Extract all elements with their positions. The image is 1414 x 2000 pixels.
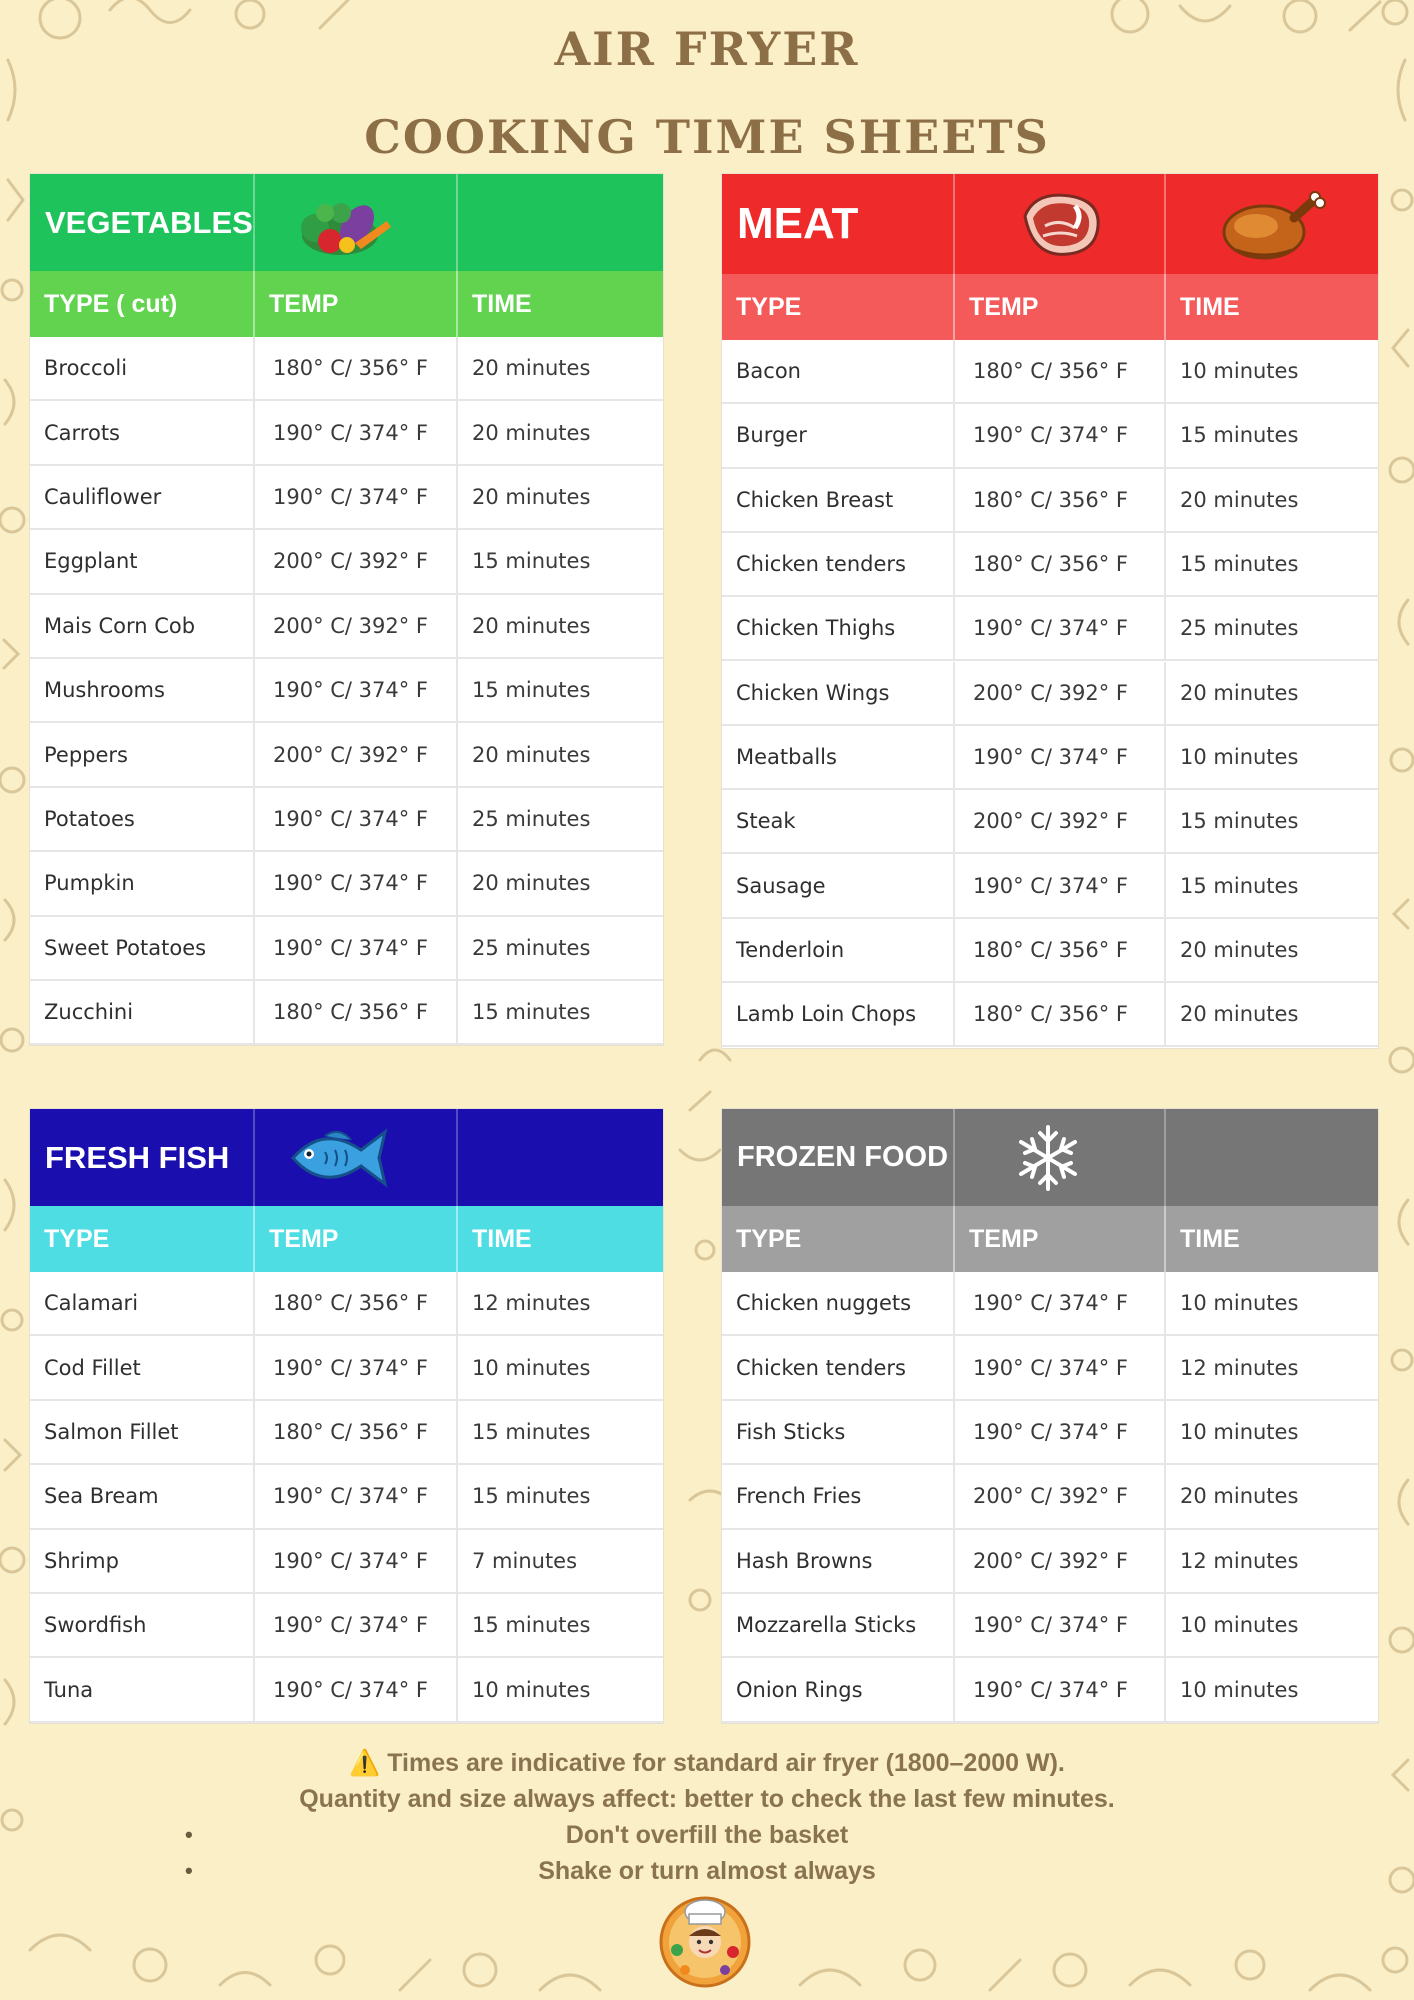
cell-temp: 180° C/ 356° F	[955, 983, 1166, 1047]
cell-time: 10 minutes	[1166, 1272, 1378, 1336]
cell-temp: 180° C/ 356° F	[955, 469, 1166, 533]
cell-temp: 190° C/ 374° F	[255, 788, 458, 852]
vegetables-icon-cell	[255, 174, 458, 271]
bullet-dot: •	[185, 1822, 193, 1847]
frozen-col-type: TYPE	[722, 1206, 955, 1272]
frozen-title-cell	[722, 1109, 955, 1206]
meat-col-time: TIME	[1180, 292, 1240, 321]
roast-chicken-icon	[1216, 184, 1326, 264]
cell-temp: 190° C/ 374° F	[255, 1530, 458, 1594]
cell-time: 20 minutes	[1166, 983, 1378, 1047]
meat-header	[722, 174, 1378, 274]
cell-time: 12 minutes	[458, 1272, 663, 1336]
frozen-column-headers	[722, 1206, 1378, 1272]
cell-time: 10 minutes	[1166, 1658, 1378, 1722]
table-row	[722, 469, 1378, 533]
table-row	[722, 1658, 1378, 1722]
cell-temp: 180° C/ 356° F	[955, 340, 1166, 404]
cell-temp: 180° C/ 356° F	[955, 919, 1166, 983]
cell-temp: 190° C/ 374° F	[255, 401, 458, 465]
cell-temp: 180° C/ 356° F	[255, 337, 458, 401]
cell-temp: 190° C/ 374° F	[955, 1658, 1166, 1722]
cell-type: Hash Browns	[722, 1530, 955, 1594]
cell-type: Lamb Loin Chops	[722, 983, 955, 1047]
cell-temp: 180° C/ 356° F	[955, 533, 1166, 597]
cell-time: 20 minutes	[458, 723, 663, 787]
vegetables-col-type: TYPE ( cut)	[30, 271, 255, 337]
vegetables-col-time: TIME	[472, 289, 532, 318]
cell-time: 15 minutes	[1166, 854, 1378, 918]
cell-time: 25 minutes	[458, 788, 663, 852]
cell-type: Tenderloin	[722, 919, 955, 983]
cell-temp: 200° C/ 392° F	[955, 1465, 1166, 1529]
cell-type: Swordfish	[30, 1594, 255, 1658]
chef-avatar-icon	[655, 1890, 755, 1990]
cell-temp: 200° C/ 392° F	[255, 595, 458, 659]
cell-type: Chicken tenders	[722, 1336, 955, 1400]
table-row	[722, 1272, 1378, 1336]
cell-type: Fish Sticks	[722, 1401, 955, 1465]
vegetables-table	[30, 174, 663, 1045]
cell-temp: 180° C/ 356° F	[255, 1272, 458, 1336]
note-line-2: Quantity and size always affect: better to check the last few minutes.	[299, 1785, 1115, 1813]
cell-time: 20 minutes	[458, 466, 663, 530]
table-row	[30, 1336, 663, 1400]
cell-temp: 190° C/ 374° F	[955, 404, 1166, 468]
vegetables-column-headers	[30, 271, 663, 337]
cell-temp: 190° C/ 374° F	[955, 1336, 1166, 1400]
cell-temp: 190° C/ 374° F	[255, 659, 458, 723]
table-row	[30, 659, 663, 723]
cell-time: 15 minutes	[1166, 533, 1378, 597]
cell-temp: 190° C/ 374° F	[955, 726, 1166, 790]
table-row	[722, 1594, 1378, 1658]
cell-temp: 200° C/ 392° F	[955, 1530, 1166, 1594]
table-row	[30, 981, 663, 1045]
cell-type: Sea Bream	[30, 1465, 255, 1529]
cell-time: 20 minutes	[1166, 469, 1378, 533]
cell-time: 15 minutes	[1166, 404, 1378, 468]
cell-time: 20 minutes	[458, 337, 663, 401]
cell-type: Salmon Fillet	[30, 1401, 255, 1465]
cell-time: 15 minutes	[458, 659, 663, 723]
meat-table	[722, 174, 1378, 1048]
table-row	[30, 337, 663, 401]
table-row	[30, 1594, 663, 1658]
cell-temp: 190° C/ 374° F	[955, 597, 1166, 661]
cell-temp: 190° C/ 374° F	[255, 917, 458, 981]
cell-time: 10 minutes	[1166, 1594, 1378, 1658]
cell-type: Meatballs	[722, 726, 955, 790]
table-row	[30, 466, 663, 530]
fish-column-headers	[30, 1206, 663, 1272]
fish-col-time: TIME	[472, 1224, 532, 1253]
cell-temp: 190° C/ 374° F	[255, 1465, 458, 1529]
fish-title-cell	[30, 1109, 255, 1206]
cell-type: Zucchini	[30, 981, 255, 1045]
cell-temp: 190° C/ 374° F	[255, 1594, 458, 1658]
cell-time: 25 minutes	[458, 917, 663, 981]
cell-time: 15 minutes	[458, 981, 663, 1045]
cell-temp: 190° C/ 374° F	[955, 1272, 1166, 1336]
table-row	[30, 1401, 663, 1465]
frozen-col-time: TIME	[1180, 1224, 1240, 1253]
table-row	[722, 983, 1378, 1047]
cell-time: 15 minutes	[458, 1401, 663, 1465]
cell-type: Bacon	[722, 340, 955, 404]
cell-type: Chicken Thighs	[722, 597, 955, 661]
cell-time: 20 minutes	[458, 852, 663, 916]
vegetables-header	[30, 174, 663, 271]
table-row	[30, 530, 663, 594]
notes	[0, 1745, 1414, 1817]
fish-title: FRESH FISH	[45, 1139, 230, 1175]
table-row	[722, 854, 1378, 918]
cell-temp: 190° C/ 374° F	[955, 1594, 1166, 1658]
table-row	[722, 1465, 1378, 1529]
cell-time: 10 minutes	[1166, 1401, 1378, 1465]
cell-temp: 180° C/ 356° F	[255, 981, 458, 1045]
cell-time: 15 minutes	[458, 1594, 663, 1658]
frozen-header-blank	[1166, 1109, 1378, 1206]
meat-icon-cell-2	[1166, 174, 1378, 274]
note-line-1: ⚠️ Times are indicative for standard air fryer (1800–2000 W).	[349, 1749, 1065, 1777]
cell-time: 10 minutes	[1166, 340, 1378, 404]
cell-temp: 200° C/ 392° F	[955, 790, 1166, 854]
cell-type: Eggplant	[30, 530, 255, 594]
table-row	[722, 662, 1378, 726]
cell-type: Peppers	[30, 723, 255, 787]
cell-type: Chicken Wings	[722, 662, 955, 726]
frozen-icon-cell	[955, 1109, 1166, 1206]
frozen-col-temp: TEMP	[955, 1206, 1166, 1272]
cell-time: 10 minutes	[458, 1336, 663, 1400]
cell-type: Cauliflower	[30, 466, 255, 530]
cell-temp: 180° C/ 356° F	[255, 1401, 458, 1465]
steak-icon	[1015, 186, 1105, 262]
title-line-2: COOKING TIME SHEETS	[364, 110, 1050, 164]
frozen-header	[722, 1109, 1378, 1206]
cell-temp: 190° C/ 374° F	[255, 466, 458, 530]
cell-type: Sausage	[722, 854, 955, 918]
tip-text: Don't overfill the basket	[565, 1821, 849, 1849]
vegetables-col-temp: TEMP	[255, 271, 458, 337]
cell-temp: 190° C/ 374° F	[955, 1401, 1166, 1465]
table-row	[30, 917, 663, 981]
table-row	[30, 401, 663, 465]
fish-icon	[285, 1122, 395, 1194]
cell-time: 20 minutes	[1166, 919, 1378, 983]
cell-temp: 190° C/ 374° F	[255, 1658, 458, 1722]
fish-icon-cell	[255, 1109, 458, 1206]
cell-time: 10 minutes	[1166, 726, 1378, 790]
cell-type: Broccoli	[30, 337, 255, 401]
cell-time: 15 minutes	[458, 1465, 663, 1529]
table-row	[722, 1530, 1378, 1594]
cell-time: 15 minutes	[1166, 790, 1378, 854]
cell-type: Mais Corn Cob	[30, 595, 255, 659]
cell-type: Chicken tenders	[722, 533, 955, 597]
cell-type: French Fries	[722, 1465, 955, 1529]
table-row	[722, 533, 1378, 597]
tips-list	[0, 1817, 1414, 1889]
vegetables-title: VEGETABLES	[45, 204, 253, 240]
meat-column-headers	[722, 274, 1378, 340]
cell-type: Mushrooms	[30, 659, 255, 723]
cell-type: Chicken nuggets	[722, 1272, 955, 1336]
meat-icon-cell	[955, 174, 1166, 274]
cell-type: Calamari	[30, 1272, 255, 1336]
snowflake-icon	[1015, 1123, 1081, 1193]
cell-time: 12 minutes	[1166, 1530, 1378, 1594]
cell-temp: 200° C/ 392° F	[955, 662, 1166, 726]
meat-title-cell	[722, 174, 955, 274]
tip-item	[0, 1853, 1414, 1889]
table-row	[30, 1465, 663, 1529]
meat-col-temp: TEMP	[955, 274, 1166, 340]
cell-type: Chicken Breast	[722, 469, 955, 533]
table-row	[722, 1401, 1378, 1465]
cell-type: Onion Rings	[722, 1658, 955, 1722]
table-row	[30, 1272, 663, 1336]
tip-text: Shake or turn almost always	[538, 1857, 876, 1885]
vegetables-icon	[285, 183, 395, 263]
bullet-dot: •	[185, 1858, 193, 1883]
cell-temp: 190° C/ 374° F	[955, 854, 1166, 918]
fish-col-temp: TEMP	[255, 1206, 458, 1272]
table-row	[722, 597, 1378, 661]
fish-table	[30, 1109, 663, 1723]
table-row	[722, 340, 1378, 404]
tip-item	[0, 1817, 1414, 1853]
table-row	[722, 919, 1378, 983]
cell-type: Burger	[722, 404, 955, 468]
meat-title: MEAT	[737, 199, 859, 248]
cell-type: Sweet Potatoes	[30, 917, 255, 981]
title-line-1: AIR FRYER	[554, 22, 860, 76]
table-row	[30, 852, 663, 916]
frozen-table	[722, 1109, 1378, 1723]
table-row	[722, 726, 1378, 790]
vegetables-header-blank	[458, 174, 663, 271]
fish-col-type: TYPE	[30, 1206, 255, 1272]
fish-header	[30, 1109, 663, 1206]
cell-temp: 200° C/ 392° F	[255, 530, 458, 594]
table-row	[30, 723, 663, 787]
cell-type: Shrimp	[30, 1530, 255, 1594]
cell-time: 20 minutes	[458, 401, 663, 465]
cell-type: Carrots	[30, 401, 255, 465]
cell-time: 20 minutes	[1166, 1465, 1378, 1529]
fish-header-blank	[458, 1109, 663, 1206]
cell-temp: 190° C/ 374° F	[255, 852, 458, 916]
cell-type: Potatoes	[30, 788, 255, 852]
cell-time: 10 minutes	[458, 1658, 663, 1722]
cell-time: 12 minutes	[1166, 1336, 1378, 1400]
cell-type: Steak	[722, 790, 955, 854]
table-row	[30, 1530, 663, 1594]
cell-temp: 190° C/ 374° F	[255, 1336, 458, 1400]
frozen-title: FROZEN FOOD	[737, 1141, 949, 1173]
vegetables-title-cell	[30, 174, 255, 271]
table-row	[30, 1658, 663, 1722]
cell-temp: 200° C/ 392° F	[255, 723, 458, 787]
cell-type: Mozzarella Sticks	[722, 1594, 955, 1658]
cell-time: 7 minutes	[458, 1530, 663, 1594]
cell-time: 20 minutes	[458, 595, 663, 659]
cell-type: Cod Fillet	[30, 1336, 255, 1400]
table-row	[30, 595, 663, 659]
table-row	[722, 790, 1378, 854]
meat-col-type: TYPE	[722, 274, 955, 340]
table-row	[30, 788, 663, 852]
cell-time: 25 minutes	[1166, 597, 1378, 661]
table-row	[722, 404, 1378, 468]
cell-type: Tuna	[30, 1658, 255, 1722]
table-row	[722, 1336, 1378, 1400]
cell-time: 15 minutes	[458, 530, 663, 594]
cell-type: Pumpkin	[30, 852, 255, 916]
cell-time: 20 minutes	[1166, 662, 1378, 726]
